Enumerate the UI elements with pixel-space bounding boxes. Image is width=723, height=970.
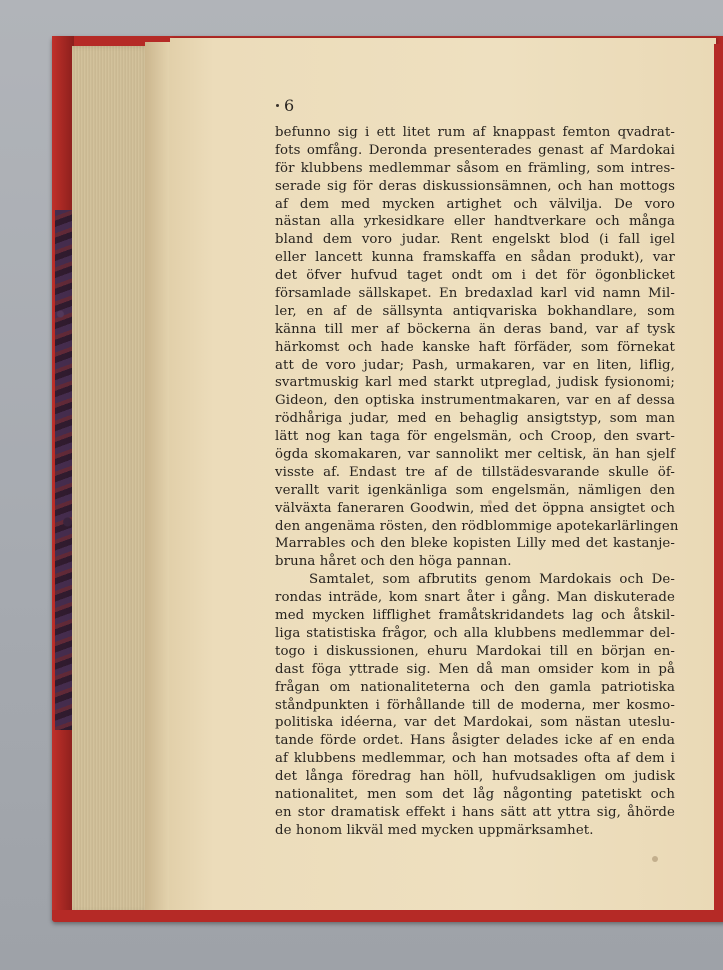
text-line: lätt nog kan taga för engelsmän, och Croop, den svart- (275, 429, 675, 445)
text-line: af dem med mycken artighet och välvilja. De voro (275, 196, 675, 212)
text-line: församlade sällskapet. En bredaxlad karl vid namn Mil- (275, 286, 675, 302)
text-line: af klubbens medlemmar, och han motsades ofta af dem i (275, 751, 675, 767)
text-line: en stor dramatisk effekt i hans sätt att yttra sig, åhörde (275, 804, 675, 820)
book-cover-bottom-edge (52, 910, 723, 920)
text-line: liga statistiska frågor, och alla klubbens medlemmar del- (275, 625, 675, 641)
marbled-endpaper (55, 210, 73, 730)
text-line: fots omfång. Deronda presenterades genast af Mardokai (275, 142, 675, 158)
text-line: Gideon, den optiska instrumentmakaren, var en af dessa (275, 393, 675, 409)
text-line: att de voro judar; Pash, urmakaren, var en liten, liflig, (275, 357, 675, 373)
text-line: med mycken lifflighet framåtskridandets lag och åtskil- (275, 608, 675, 624)
text-line: för klubbens medlemmar såsom en främling, som intres- (275, 160, 675, 176)
text-line: frågan om nationaliteterna och den gamla patriotiska (275, 679, 675, 695)
text-line: rondas inträde, kom snart åter i gång. Man diskuterade (275, 590, 675, 606)
text-line: ögda skomakaren, var sannolikt mer celtisk, än han sjelf (275, 447, 675, 463)
text-line: rödhåriga judar, med en behaglig ansigtstyp, som man (275, 411, 675, 427)
text-line: verallt varit igenkänliga som engelsmän, nämligen den (275, 482, 675, 498)
text-line: Marrables och den bleke kopisten Lilly med det kastanje- (275, 536, 675, 552)
text-line: härkomst och hade kanske haft förfäder, som förnekat (275, 339, 675, 355)
text-line: det långa föredrag han höll, hufvudsakligen om judisk (275, 769, 675, 785)
page-mark (276, 104, 279, 107)
text-line: politiska idéerna, var det Mardokai, som nästan uteslu- (275, 715, 675, 731)
text-line: nästan alla yrkesidkare eller handtverkare och många (275, 214, 675, 230)
text-line: dast föga yttrade sig. Men då man omsider kom in på (275, 661, 675, 677)
text-line: visste af. Endast tre af de tillstädesvarande skulle öf- (275, 464, 675, 480)
text-line: befunno sig i ett litet rum af knappast femton qvadrat- (275, 125, 675, 140)
text-line: tande förde ordet. Hans åsigter delades icke af en enda (275, 733, 675, 749)
text-line: nationalitet, men som det låg någonting patetiskt och (275, 786, 675, 802)
text-line: eller lancett kunna framskaffa en sådan produkt), var (275, 250, 675, 266)
text-line: de honom likväl med mycken uppmärksamhet. (275, 822, 594, 838)
text-line: bruna håret och den höga pannan. (275, 554, 512, 570)
text-line: Samtalet, som afbrutits genom Mardokais och De- (309, 572, 675, 588)
text-line: svartmuskig karl med starkt utpreglad, judisk fysionomi; (275, 375, 675, 391)
text-line: den angenäma rösten, den rödblommige apotekarlärlingen (275, 518, 679, 534)
page-number: 6 (284, 96, 295, 115)
paper-spot (652, 856, 658, 862)
text-line: det öfver hufvud taget ondt om i det för ögonblicket (275, 268, 675, 284)
text-line: välväxta faneraren Goodwin, med det öppna ansigtet och (275, 500, 675, 516)
text-line: togo i diskussionen, ehuru Mardokai till en början en- (275, 643, 675, 659)
page-edges (72, 46, 152, 912)
text-line: serade sig för deras diskussionsämnen, och han mottogs (275, 178, 675, 194)
text-line: känna till mer af böckerna än deras band, var af tysk (275, 321, 675, 337)
text-line: ståndpunkten i förhållande till de moderna, mer kosmo- (275, 697, 675, 713)
text-line: ler, en af de sällsynta antiqvariska bokhandlare, som (275, 303, 675, 319)
text-line: bland dem voro judar. Rent engelskt blod (i fall igel (275, 232, 675, 248)
book-cover-right-edge (714, 44, 723, 916)
body-text (275, 124, 679, 840)
